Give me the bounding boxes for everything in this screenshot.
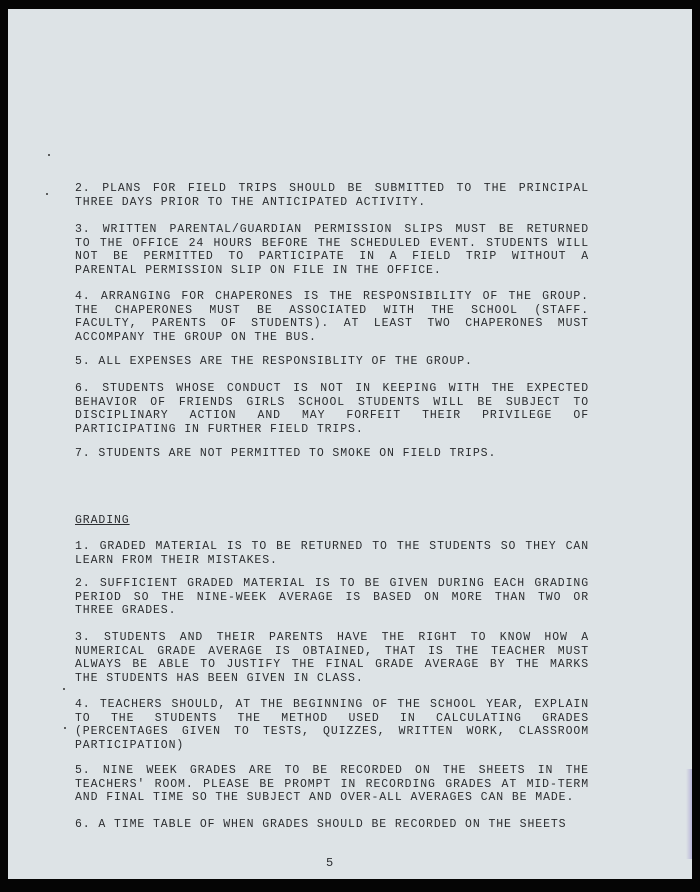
- section-heading-grading: GRADING: [75, 514, 130, 527]
- text-line: THE STUDENTS HAS BEEN GIVEN IN CLASS.: [75, 671, 364, 685]
- text-line: 2. PLANS FOR FIELD TRIPS SHOULD BE SUBMITTED TO THE PRINCIPAL: [75, 182, 589, 195]
- text-line: NUMERICAL GRADE AVERAGE IS OBTAINED, THAT IS THE TEACHER MUST: [75, 644, 589, 658]
- paragraph: [75, 764, 589, 805]
- text-line: TO THE OFFICE 24 HOURS BEFORE THE SCHEDULED EVENT. STUDENTS WILL: [75, 236, 589, 250]
- paragraph: [75, 577, 589, 618]
- text-line: 5. ALL EXPENSES ARE THE RESPONSIBLITY OF THE GROUP.: [75, 355, 473, 368]
- paragraph: [75, 182, 589, 209]
- paragraph: [75, 223, 589, 277]
- text-line: BEHAVIOR OF FRIENDS GIRLS SCHOOL STUDENTS WILL BE SUBJECT TO: [75, 395, 589, 409]
- text-line: PERIOD SO THE NINE-WEEK AVERAGE IS BASED ON MORE THAN TWO OR: [75, 590, 589, 604]
- text-line: 4. TEACHERS SHOULD, AT THE BEGINNING OF THE SCHOOL YEAR, EXPLAIN: [75, 698, 589, 711]
- text-line: PARTICIPATING IN FURTHER FIELD TRIPS.: [75, 422, 364, 436]
- text-line: 7. STUDENTS ARE NOT PERMITTED TO SMOKE ON FIELD TRIPS.: [75, 447, 497, 460]
- speck: [48, 154, 50, 156]
- text-line: PARENTAL PERMISSION SLIP ON FILE IN THE OFFICE.: [75, 263, 442, 277]
- paragraph: [75, 631, 589, 685]
- page-edge-discoloration: [686, 769, 692, 859]
- text-line: 6. A TIME TABLE OF WHEN GRADES SHOULD BE RECORDED ON THE SHEETS: [75, 818, 567, 831]
- paragraph: [75, 540, 589, 567]
- text-line: PARTICIPATION): [75, 738, 185, 752]
- text-line: AND FINAL TIME SO THE SUBJECT AND OVER-ALL AVERAGES CAN BE MADE.: [75, 791, 575, 805]
- text-line: ACCOMPANY THE GROUP ON THE BUS.: [75, 330, 317, 344]
- text-line: THREE GRADES.: [75, 604, 177, 618]
- text-line: TEACHERS' ROOM. PLEASE BE PROMPT IN RECORDING GRADES AT MID-TERM: [75, 777, 589, 791]
- text-line: ALWAYS BE ABLE TO JUSTIFY THE FINAL GRADE AVERAGE BY THE MARKS: [75, 658, 589, 672]
- text-line: 2. SUFFICIENT GRADED MATERIAL IS TO BE GIVEN DURING EACH GRADING: [75, 577, 589, 590]
- paragraph: [75, 698, 589, 752]
- text-line: NOT BE PERMITTED TO PARTICIPATE IN A FIELD TRIP WITHOUT A: [75, 250, 589, 264]
- text-line: 6. STUDENTS WHOSE CONDUCT IS NOT IN KEEPING WITH THE EXPECTED: [75, 382, 589, 395]
- paragraph: [75, 290, 589, 344]
- text-line: 5. NINE WEEK GRADES ARE TO BE RECORDED ON THE SHEETS IN THE: [75, 764, 589, 777]
- text-line: 3. STUDENTS AND THEIR PARENTS HAVE THE RIGHT TO KNOW HOW A: [75, 631, 589, 644]
- page-number: 5: [326, 856, 334, 870]
- text-line: (PERCENTAGES GIVEN TO TESTS, QUIZZES, WRITTEN WORK, CLASSROOM: [75, 725, 589, 739]
- paragraph: [75, 447, 589, 461]
- text-line: 4. ARRANGING FOR CHAPERONES IS THE RESPONSIBILITY OF THE GROUP.: [75, 290, 589, 303]
- paragraph: [75, 818, 589, 832]
- speck: [64, 727, 66, 729]
- text-line: THE CHAPERONES MUST BE ASSOCIATED WITH THE SCHOOL (STAFF.: [75, 303, 589, 317]
- text-line: LEARN FROM THEIR MISTAKES.: [75, 553, 278, 567]
- text-line: 3. WRITTEN PARENTAL/GUARDIAN PERMISSION SLIPS MUST BE RETURNED: [75, 223, 589, 236]
- speck: [63, 688, 65, 690]
- paragraph: [75, 382, 589, 436]
- text-line: TO THE STUDENTS THE METHOD USED IN CALCULATING GRADES: [75, 711, 589, 725]
- paragraph: [75, 355, 589, 369]
- speck: [46, 193, 48, 195]
- text-line: DISCIPLINARY ACTION AND MAY FORFEIT THEIR PRIVILEGE OF: [75, 409, 589, 423]
- text-line: THREE DAYS PRIOR TO THE ANTICIPATED ACTIVITY.: [75, 195, 427, 209]
- text-line: FACULTY, PARENTS OF STUDENTS). AT LEAST TWO CHAPERONES MUST: [75, 317, 589, 331]
- text-line: 1. GRADED MATERIAL IS TO BE RETURNED TO THE STUDENTS SO THEY CAN: [75, 540, 589, 553]
